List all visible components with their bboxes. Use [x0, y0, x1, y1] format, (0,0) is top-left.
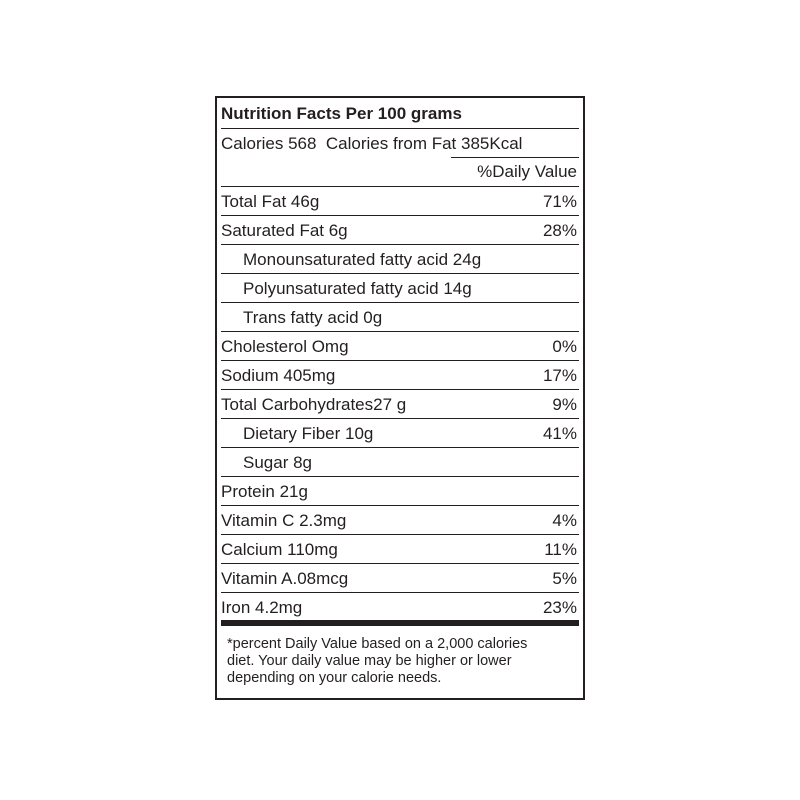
- calories-from-fat-value: Calories from Fat 385Kcal: [325, 134, 523, 153]
- nutrient-row-polyunsaturated: [221, 273, 579, 302]
- nutrient-name: Monounsaturated fatty acid 24g: [243, 250, 482, 269]
- footnote-line: diet. Your daily value may be higher or lower: [227, 653, 512, 669]
- nutrient-row-total-fat: [221, 186, 579, 215]
- nutrient-name: Vitamin A.08mcg: [221, 569, 349, 588]
- calories-value: Calories 568: [221, 134, 317, 153]
- nutrient-name: Cholesterol Omg: [221, 337, 349, 356]
- calories-text: [221, 129, 522, 158]
- nutrient-percent: 23%: [542, 598, 577, 617]
- nutrient-percent: 5%: [552, 569, 577, 588]
- nutrient-row-dietary-fiber: [221, 418, 579, 447]
- nutrient-name: Sodium 405mg: [221, 366, 336, 385]
- nutrient-row-sodium: [221, 360, 579, 389]
- label-title: Nutrition Facts Per 100 grams: [221, 104, 462, 123]
- nutrient-name: Total Fat 46g: [221, 192, 320, 211]
- nutrient-percent: 41%: [542, 424, 577, 443]
- nutrient-row-cholesterol: [221, 331, 579, 360]
- nutrient-row-vitamin-c: [221, 505, 579, 534]
- calories-row: [221, 128, 579, 157]
- nutrient-percent: 4%: [552, 511, 577, 530]
- nutrient-percent: 28%: [542, 221, 577, 240]
- nutrition-facts-label: [215, 96, 585, 700]
- nutrient-percent: 17%: [542, 366, 577, 385]
- nutrient-row-protein: [221, 476, 579, 505]
- nutrient-row-iron: [221, 592, 579, 621]
- footnote: [227, 636, 575, 687]
- nutrient-row-trans-fat: [221, 302, 579, 331]
- nutrient-name: Trans fatty acid 0g: [243, 308, 383, 327]
- nutrient-name: Calcium 110mg: [221, 540, 338, 559]
- nutrient-name: Dietary Fiber 10g: [243, 424, 374, 443]
- nutrient-row-sugar: [221, 447, 579, 476]
- nutrient-name: Protein 21g: [221, 482, 308, 501]
- nutrient-percent: 9%: [552, 395, 577, 414]
- nutrient-percent: 0%: [552, 337, 577, 356]
- nutrient-name: Saturated Fat 6g: [221, 221, 348, 240]
- nutrient-name: Vitamin C 2.3mg: [221, 511, 347, 530]
- nutrient-name: Total Carbohydrates27 g: [221, 395, 407, 414]
- daily-value-header: %Daily Value: [477, 162, 577, 181]
- nutrient-row-calcium: [221, 534, 579, 563]
- nutrient-name: Polyunsaturated fatty acid 14g: [243, 279, 472, 298]
- nutrient-row-vitamin-a: [221, 563, 579, 592]
- nutrient-row-monounsaturated: [221, 244, 579, 273]
- footnote-line: depending on your calorie needs.: [227, 670, 442, 686]
- nutrient-name: Sugar 8g: [243, 453, 312, 472]
- nutrient-percent: 11%: [544, 540, 577, 559]
- nutrient-percent: 71%: [542, 192, 577, 211]
- nutrient-row-total-carbohydrates: [221, 389, 579, 418]
- thick-divider: [221, 620, 579, 626]
- daily-value-header-row: [221, 157, 579, 186]
- nutrient-name: Iron 4.2mg: [221, 598, 303, 617]
- nutrient-row-saturated-fat: [221, 215, 579, 244]
- footnote-line: *percent Daily Value based on a 2,000 calories: [227, 636, 528, 652]
